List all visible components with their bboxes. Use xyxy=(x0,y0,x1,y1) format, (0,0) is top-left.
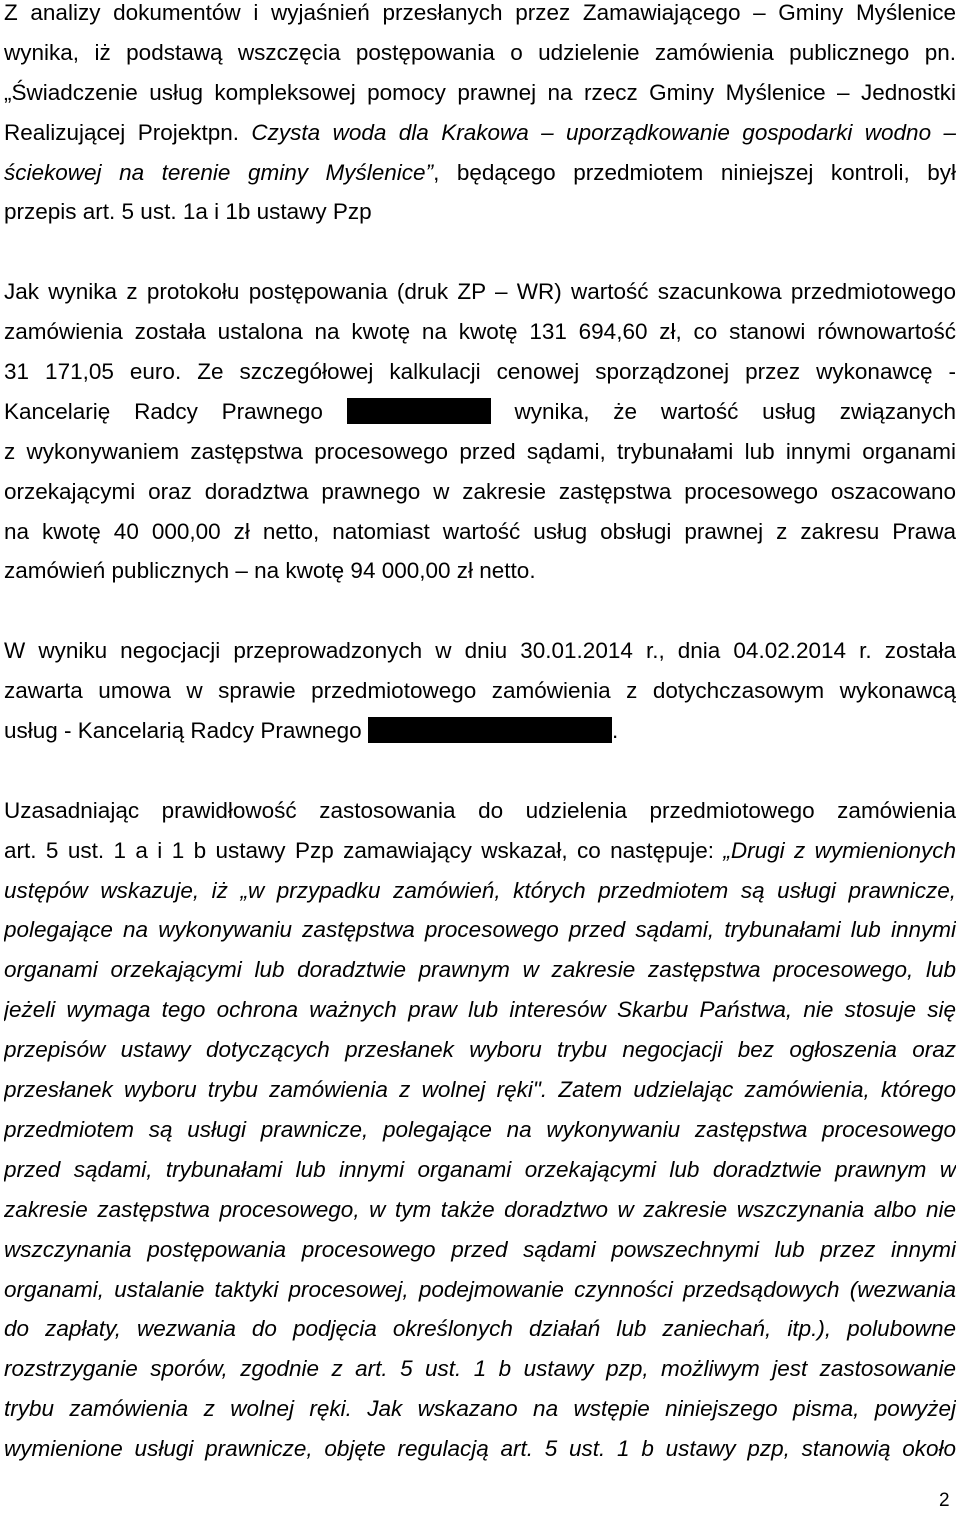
text-line xyxy=(4,871,956,911)
text-line xyxy=(4,472,956,512)
line-text-italic: „Drugi z wymienionych xyxy=(723,837,956,863)
line-text-italic: trybu zamówienia z wolnej ręki. Jak wskazano na wstępie niniejszego pisma, powyżej xyxy=(4,1396,956,1422)
line-text: Z analizy dokumentów i wyjaśnień przesłanych przez Zamawiającego – Gminy Myślenice xyxy=(4,0,956,25)
text-line xyxy=(4,950,956,990)
line-text-italic: Czysta woda dla Krakowa – uporządkowanie gospodarki wodno – xyxy=(251,119,956,145)
line-text-italic: ściekowej na terenie gminy Myślenice” xyxy=(4,159,434,185)
line-text: Uzasadniając prawidłowość zastosowania do udzielenia przedmiotowego zamówienia xyxy=(4,797,956,823)
text-line xyxy=(4,791,956,831)
text-line xyxy=(4,1429,956,1469)
document-page xyxy=(4,0,956,1509)
text-line xyxy=(4,1349,956,1389)
line-text: . xyxy=(611,718,619,744)
line-text: wynika, iż podstawą wszczęcia postępowania o udzielenie zamówienia publicznego pn. xyxy=(4,39,956,65)
line-text-italic: przepisów ustawy dotyczących przesłanek wyboru trybu negocjacji bez ogłoszenia oraz xyxy=(4,1037,956,1063)
text-line xyxy=(4,392,956,432)
line-text: „Świadczenie usług kompleksowej pomocy prawnej na rzecz Gminy Myślenice – Jednostki xyxy=(4,79,956,105)
text-line xyxy=(4,1389,956,1429)
text-line xyxy=(4,1150,956,1190)
text-line xyxy=(4,1110,956,1150)
text-line xyxy=(4,631,956,671)
line-text: wynika, że wartość usług związanych xyxy=(514,398,956,424)
text-line xyxy=(4,1030,956,1070)
line-text-italic: organami, ustalanie taktyki procesowej, podejmowanie czynności przedsądowych (wezwania xyxy=(4,1276,956,1302)
text-line xyxy=(4,831,956,871)
text-line xyxy=(4,671,956,711)
line-text-italic: przesłanek wyboru trybu zamówienia z wolnej ręki". Zatem udzielając zamówienia, którego xyxy=(4,1077,956,1103)
line-text: zamówienia została ustalona na kwotę na kwotę 131 694,60 zł, co stanowi równowartość xyxy=(4,319,956,345)
page-number: 2 xyxy=(939,1490,950,1511)
line-text: art. 5 ust. 1 a i 1 b ustawy Pzp zamawiający wskazał, co następuje: xyxy=(4,837,724,863)
text-line xyxy=(4,192,956,232)
line-text-italic: przedmiotem są usługi prawnicze, polegające na wykonywaniu zastępstwa procesowego xyxy=(4,1116,956,1142)
line-text: zawarta umowa w sprawie przedmiotowego zamówienia z dotychczasowym wykonawcą xyxy=(4,678,956,704)
line-text: orzekającymi oraz doradztwa prawnego w zakresie zastępstwa procesowego oszacowano xyxy=(4,478,956,504)
line-text-italic: wymienione usługi prawnicze, objęte regulacją art. 5 ust. 1 b ustawy pzp, stanowią około xyxy=(4,1436,956,1462)
line-text: na kwotę 40 000,00 zł netto, natomiast wartość usług obsługi prawnej z zakresu Prawa xyxy=(4,518,956,544)
line-text-italic: do zapłaty, wezwania do podjęcia określonych działań lub zaniechań, itp.), polubowne xyxy=(4,1316,956,1342)
text-line xyxy=(4,551,956,591)
text-line xyxy=(4,153,956,193)
text-line xyxy=(4,1230,956,1270)
line-text: , będącego przedmiotem niniejszej kontroli, był xyxy=(433,159,956,185)
line-text: W wyniku negocjacji przeprowadzonych w dniu 30.01.2014 r., dnia 04.02.2014 r. została xyxy=(4,638,956,664)
text-line xyxy=(4,73,956,113)
text-line xyxy=(4,272,956,312)
line-text-italic: wszczynania postępowania procesowego przed sądami powszechnymi lub przez innymi xyxy=(4,1236,956,1262)
line-text: zamówień publicznych – na kwotę 94 000,00 zł netto. xyxy=(4,558,536,584)
text-line xyxy=(4,432,956,472)
text-line xyxy=(4,312,956,352)
text-line xyxy=(4,33,956,73)
text-line xyxy=(4,113,956,153)
line-text-italic: rozstrzyganie sporów, zgodnie z art. 5 ust. 1 b ustawy pzp, możliwym jest zastosowanie xyxy=(4,1356,956,1382)
redaction-box xyxy=(347,398,491,424)
paragraph xyxy=(4,631,956,751)
text-line xyxy=(4,711,956,751)
text-line xyxy=(4,1190,956,1230)
text-line xyxy=(4,990,956,1030)
line-text-italic: zakresie zastępstwa procesowego, w tym także doradztwo w zakresie wszczynania albo nie xyxy=(4,1196,956,1222)
text-line xyxy=(4,1070,956,1110)
line-text-italic: ustępów wskazuje, iż „w przypadku zamówień, których przedmiotem są usługi prawnicze, xyxy=(4,877,956,903)
paragraph xyxy=(4,0,956,232)
line-text: usług - Kancelarią Radcy Prawnego xyxy=(4,718,362,744)
line-text-italic: organami orzekającymi lub doradztwie prawnym w zakresie zastępstwa procesowego, lub xyxy=(4,957,956,983)
line-text-italic: polegające na wykonywaniu zastępstwa procesowego przed sądami, trybunałami lub innymi xyxy=(4,917,956,943)
line-text-italic: przed sądami, trybunałami lub innymi organami orzekającymi lub doradztwie prawnym w xyxy=(4,1156,956,1182)
paragraph xyxy=(4,791,956,1469)
text-line xyxy=(4,0,956,33)
text-line xyxy=(4,910,956,950)
line-text: z wykonywaniem zastępstwa procesowego przed sądami, trybunałami lub innymi organami xyxy=(4,438,956,464)
line-text: 31 171,05 euro. Ze szczegółowej kalkulacji cenowej sporządzonej przez wykonawcę - xyxy=(4,359,956,385)
text-line xyxy=(4,352,956,392)
line-text-italic: jeżeli wymaga tego ochrona ważnych praw lub interesów Skarbu Państwa, nie stosuje się xyxy=(4,997,956,1023)
text-line xyxy=(4,512,956,552)
redaction-box xyxy=(368,717,612,743)
paragraph xyxy=(4,272,956,591)
line-text: Realizującej Projektpn. xyxy=(4,119,252,145)
text-line xyxy=(4,1309,956,1349)
line-text: przepis art. 5 ust. 1a i 1b ustawy Pzp xyxy=(4,199,372,225)
text-line xyxy=(4,1270,956,1310)
line-text: Kancelarię Radcy Prawnego xyxy=(4,398,323,424)
line-text: Jak wynika z protokołu postępowania (druk ZP – WR) wartość szacunkowa przedmiotowego xyxy=(4,279,956,305)
